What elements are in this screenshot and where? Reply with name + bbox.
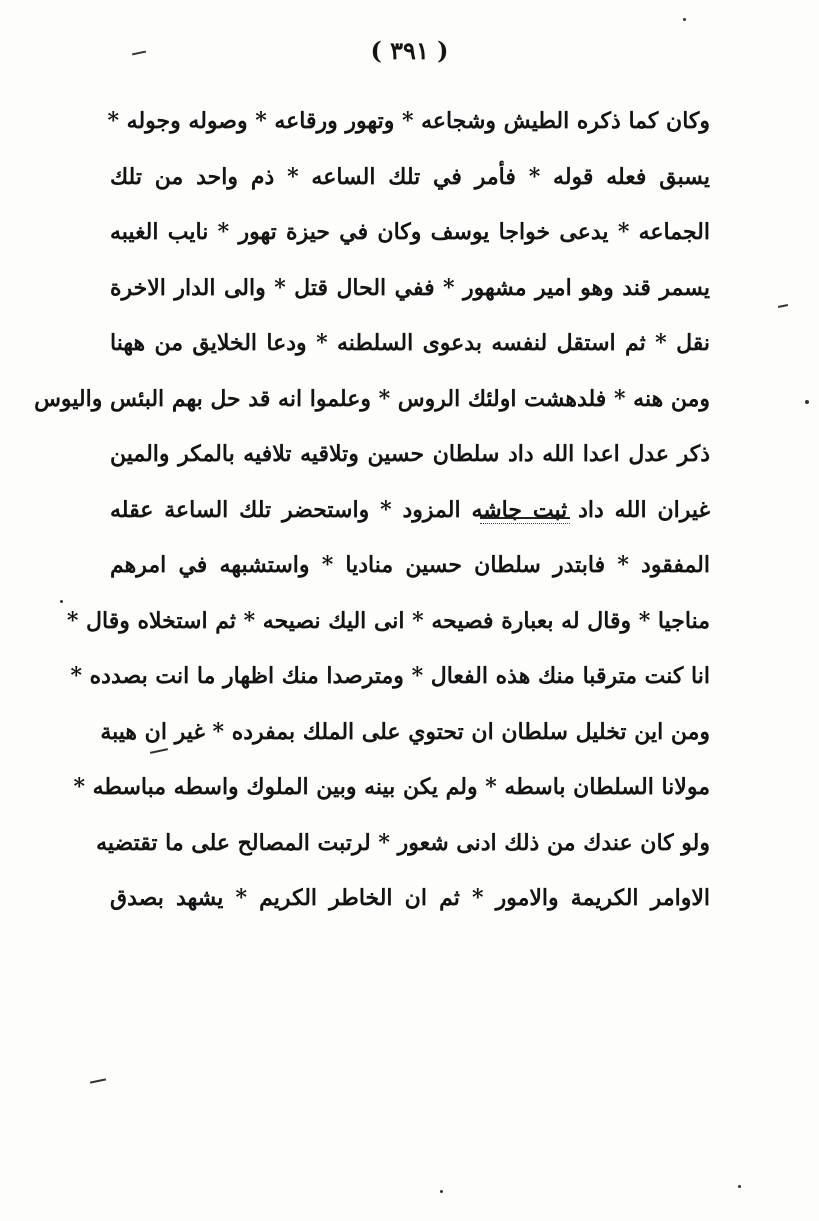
- text-line-4: يسمر قند وهو امير مشهور * ففي الحال قتل * والى الدار الاخرة: [110, 274, 710, 301]
- scan-speck: [805, 400, 809, 404]
- text-line-8: غيران الله داد ثبت جاشه المزود * واستحضر تلك الساعة عقله: [110, 496, 710, 523]
- text-line-11: انا كنت مترقبا منك هذه الفعال * ومترصدا منك اظهار ما انت بصدده *: [70, 663, 710, 689]
- scan-speck: [440, 1190, 443, 1193]
- text-line-5: نقل * ثم استقل لنفسه بدعوى السلطنه * ودعا الخلايق من ههنا: [110, 330, 710, 356]
- text-line-2: يسبق فعله قوله * فأمر في تلك الساعه * ذم واحد من تلك: [110, 163, 710, 190]
- page-number: ( ٣٩١ ): [370, 36, 449, 65]
- text-line-3: الجماعه * يدعى خواجا يوسف وكان في حيزة تهور * نايب الغيبه: [110, 219, 710, 245]
- text-line-1: وكان كما ذكره الطيش وشجاعه * وتهور ورقاعه * وصوله وجوله *: [107, 108, 710, 134]
- text-line-6: ومن هنه * فلدهشت اولئك الروس * وعلموا انه قد حل بهم البئس واليوس: [34, 385, 710, 412]
- text-line-13: مولانا السلطان باسطه * ولم يكن بينه وبين الملوك واسطه مباسطه *: [73, 774, 710, 800]
- text-line-10: مناجيا * وقال له بعبارة فصيحه * انى اليك نصيحه * ثم استخلاه وقال *: [66, 607, 710, 634]
- text-line-12: ومن اين تخليل سلطان ان تحتوي على الملك بمفرده * غير ان هيبة: [100, 718, 710, 745]
- body-text: [34, 94, 710, 927]
- text-line-9: المفقود * فابتدر سلطان حسين مناديا * واستشبهه في امرهم: [110, 552, 710, 578]
- scan-speck: [683, 18, 686, 21]
- section-ornament: [480, 517, 570, 524]
- scan-mark: [90, 1078, 106, 1083]
- scan-speck: [738, 1185, 741, 1188]
- text-line-15: الاوامر الكريمة والامور * ثم ان الخاطر الكريم * يشهد بصدق: [110, 885, 710, 911]
- text-line-14: ولو كان عندك من ذلك ادنى شعور * لرتبت المصالح على ما تقتضيه: [96, 829, 710, 856]
- scan-speck: [60, 600, 63, 603]
- scan-mark: [778, 304, 788, 308]
- section-heading-line: ذكر عدل اعدا الله داد سلطان حسين وتلاقيه تلافيه بالمكر والمين: [110, 441, 710, 467]
